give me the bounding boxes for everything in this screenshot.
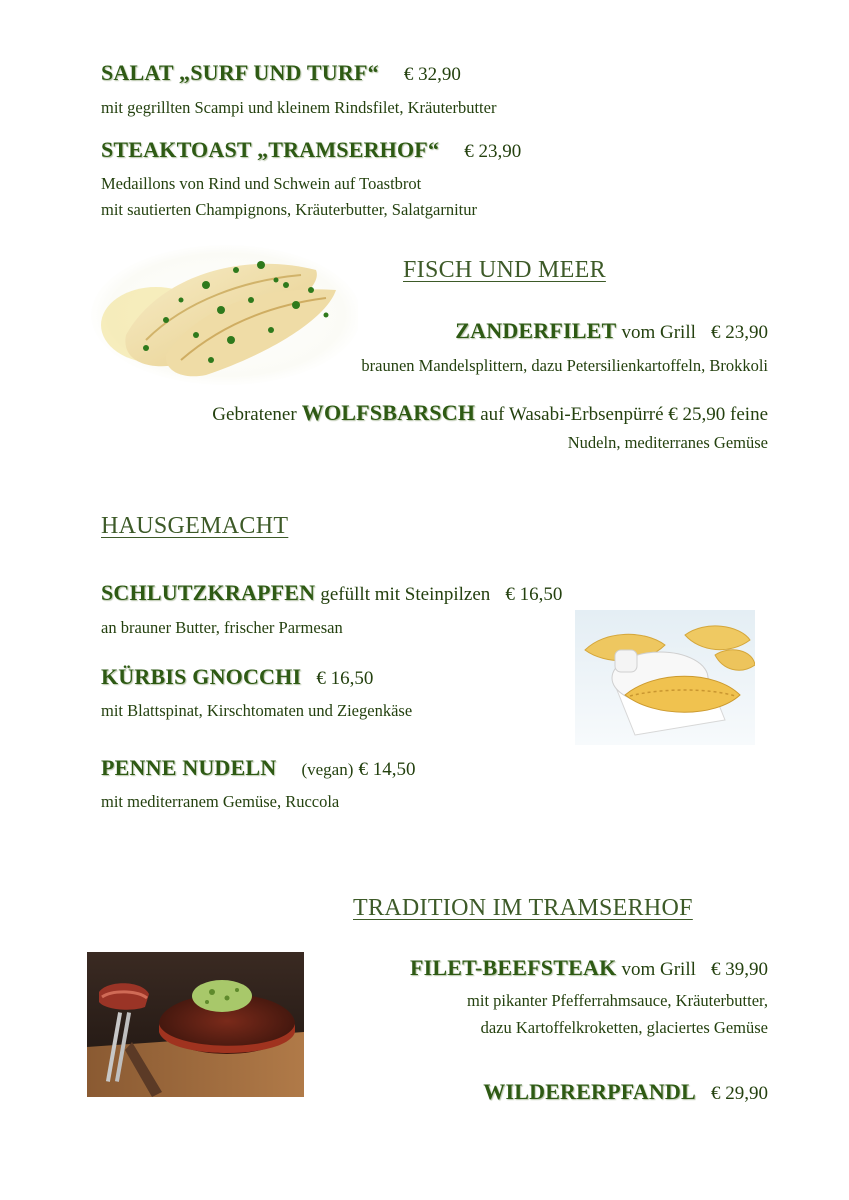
item-price: € 14,50: [358, 759, 416, 780]
item-name: STEAKTOAST „TRAMSERHOF“: [101, 137, 440, 162]
steak-image: [87, 952, 304, 1097]
item-name: SALAT „SURF UND TURF“: [101, 60, 379, 85]
item-description: Nudeln, mediterranes Gemüse: [567, 433, 768, 452]
item-description: braunen Mandelsplittern, dazu Petersilienkartoffeln, Brokkoli: [361, 356, 768, 375]
fish-dish-image: [86, 240, 358, 385]
item-description: mit sautierten Champignons, Kräuterbutter, Salatgarnitur: [101, 200, 477, 219]
item-description: an brauner Butter, frischer Parmesan: [101, 618, 343, 637]
item-suffix: vom Grill: [621, 322, 696, 343]
item-name: PENNE NUDELN: [101, 755, 277, 780]
item-price: € 23,90: [464, 141, 522, 162]
item-description: mit pikanter Pfefferrahmsauce, Kräuterbutter,: [467, 991, 768, 1010]
item-description: mit mediterranem Gemüse, Ruccola: [101, 792, 340, 811]
item-price: € 29,90: [711, 1083, 768, 1104]
item-description: dazu Kartoffelkroketten, glaciertes Gemüse: [480, 1018, 768, 1037]
item-price: € 39,90: [711, 959, 768, 980]
item-price: € 16,50: [505, 584, 563, 605]
item-name: ZANDERFILET: [455, 318, 617, 343]
item-steaktoast: [101, 137, 521, 163]
item-name: WOLFSBARSCH: [301, 400, 476, 425]
item-name: SCHLUTZKRAPFEN: [101, 580, 316, 605]
item-price: € 16,50: [316, 668, 374, 689]
item-description: Medaillons von Rind und Schwein auf Toastbrot: [101, 174, 422, 193]
item-zanderfilet: [455, 318, 768, 344]
item-kuerbis-gnocchi: [101, 664, 373, 690]
item-description: mit Blattspinat, Kirschtomaten und Ziegenkäse: [101, 701, 413, 720]
item-wolfsbarsch: [212, 400, 768, 426]
item-name: FILET-BEEFSTEAK: [410, 955, 617, 980]
item-name: KÜRBIS GNOCCHI: [101, 664, 302, 689]
item-price: € 23,90: [711, 322, 768, 343]
item-name: WILDERERPFANDL: [483, 1079, 696, 1104]
section-heading-hausgemacht: HAUSGEMACHT: [101, 513, 289, 539]
item-filet-beefsteak: [410, 955, 768, 981]
section-heading-tradition: TRADITION IM TRAMSERHOF: [353, 895, 693, 921]
item-suffix: (vegan): [301, 760, 354, 779]
item-suffix: auf Wasabi-Erbsenpürré € 25,90 feine: [480, 404, 768, 425]
item-suffix: gefüllt mit Steinpilzen: [320, 584, 491, 605]
item-suffix: vom Grill: [621, 959, 696, 980]
item-wildererpfandl: [483, 1079, 768, 1105]
item-prefix: Gebratener: [212, 404, 297, 425]
item-description: mit gegrillten Scampi und kleinem Rindsfilet, Kräuterbutter: [101, 98, 497, 117]
item-salat: [101, 60, 461, 86]
item-schlutzkrapfen: [101, 580, 562, 606]
dumpling-press-image: [575, 610, 755, 745]
section-heading-fisch: FISCH UND MEER: [403, 257, 606, 283]
item-penne-nudeln: [101, 755, 415, 781]
item-price: € 32,90: [403, 64, 461, 85]
